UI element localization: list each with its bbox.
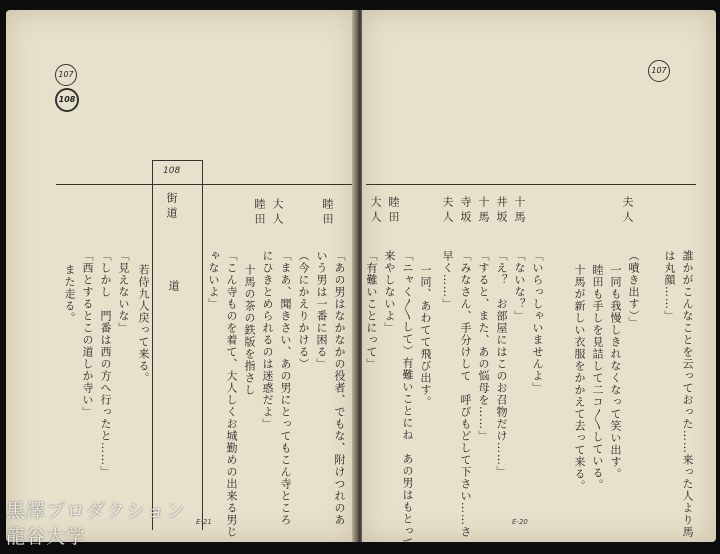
script-line: 「あの男はなかなかの役者、でもな、附けつれのあ xyxy=(333,250,346,526)
script-line: 十馬が新しい衣服をかかえて去って来る。 xyxy=(573,264,586,492)
scene-location-detail: 道 xyxy=(167,280,180,295)
script-line: 「見えないな」 xyxy=(117,250,130,334)
scene-box-top xyxy=(152,160,202,161)
left-page xyxy=(6,10,356,542)
script-line: 「まあ、聞きさい、あの男にとってもこん寺ところ xyxy=(279,250,292,526)
speaker-name: 睦田 xyxy=(387,196,400,226)
speaker-name: 大人 xyxy=(369,196,382,226)
script-line: にひきとめられるのは迷惑だよ」 xyxy=(261,250,274,430)
script-line: （今にかえりかける） xyxy=(297,250,310,370)
speaker-name: 十馬 xyxy=(477,196,490,226)
script-line: 「西とするとこの道しか寺い」 xyxy=(81,250,94,418)
script-line: 若侍九人戻って来る。 xyxy=(137,264,150,384)
script-line: 「え？ お部屋にはこのお召物だけ……」 xyxy=(495,250,508,478)
script-line: また走る。 xyxy=(63,264,76,324)
watermark-line: 黒澤プロダクション xyxy=(6,500,186,522)
script-line: 早く……」 xyxy=(441,250,454,310)
script-line: 「みなさん、手分けして 呼びもどして下さい……さ xyxy=(459,250,472,538)
right-page xyxy=(362,10,716,549)
script-line: 「有難いことにって」 xyxy=(365,250,378,370)
speaker-name: 大人 xyxy=(271,198,284,228)
watermark-line: 龍谷大学 xyxy=(6,526,87,548)
script-line: 一同、あわてて飛び出す。 xyxy=(419,264,432,408)
page-number-circle: 107 xyxy=(55,64,77,86)
speaker-name: 睦田 xyxy=(321,198,334,228)
script-line: 「しかし 門番は西の方へ行ったと……」 xyxy=(99,250,112,478)
script-line: 誰かがこんなことを云っておった……来った人より馬 xyxy=(681,250,694,538)
speaker-name: 睦田 xyxy=(253,198,266,228)
script-line: 十馬の茶の鉄版を指さし xyxy=(243,264,256,396)
script-line: 一同も我慢しきれなくなって笑い出す。 xyxy=(609,264,622,480)
script-line: は丸顔……」 xyxy=(663,250,676,322)
script-line: 「ニャく〳〵して）有難いことにね あの男はもとって xyxy=(401,250,414,549)
scene-location: 街道 xyxy=(165,192,178,222)
speaker-name: 夫人 xyxy=(621,196,634,226)
script-line: いう男は一番に困る」 xyxy=(315,250,328,370)
script-line: 来やしないよ」 xyxy=(383,250,396,334)
script-line: 睦田も手しを見詰して二コ〳〵している。 xyxy=(591,264,604,491)
scene-box-left xyxy=(152,160,153,530)
speaker-name: 十馬 xyxy=(513,196,526,226)
page-footer: E-21 xyxy=(196,518,212,526)
scene-box-right xyxy=(202,160,203,530)
speaker-name: 井坂 xyxy=(495,196,508,226)
page-number-circle: 107 xyxy=(648,60,670,82)
script-line: 「すると、また、あの悩母を……」 xyxy=(477,250,490,442)
script-line: ゃないよ」 xyxy=(207,250,220,310)
script-line: 「いらっしゃいませんよ」 xyxy=(531,250,544,394)
script-line: 「ないな？」 xyxy=(513,250,526,322)
speaker-name: 寺坂 xyxy=(459,196,472,226)
header-rule xyxy=(366,184,696,185)
page-footer: E-20 xyxy=(512,518,528,526)
speaker-name: 夫人 xyxy=(441,196,454,226)
script-line: 「こん寺ものを着て、大人しくお城勤めの出来る男じ xyxy=(225,250,238,538)
page-number-circle: 108 xyxy=(55,88,79,112)
scene-number: 108 xyxy=(163,166,181,176)
header-rule xyxy=(56,184,356,185)
script-line: （噴き出す）」 xyxy=(627,250,640,329)
